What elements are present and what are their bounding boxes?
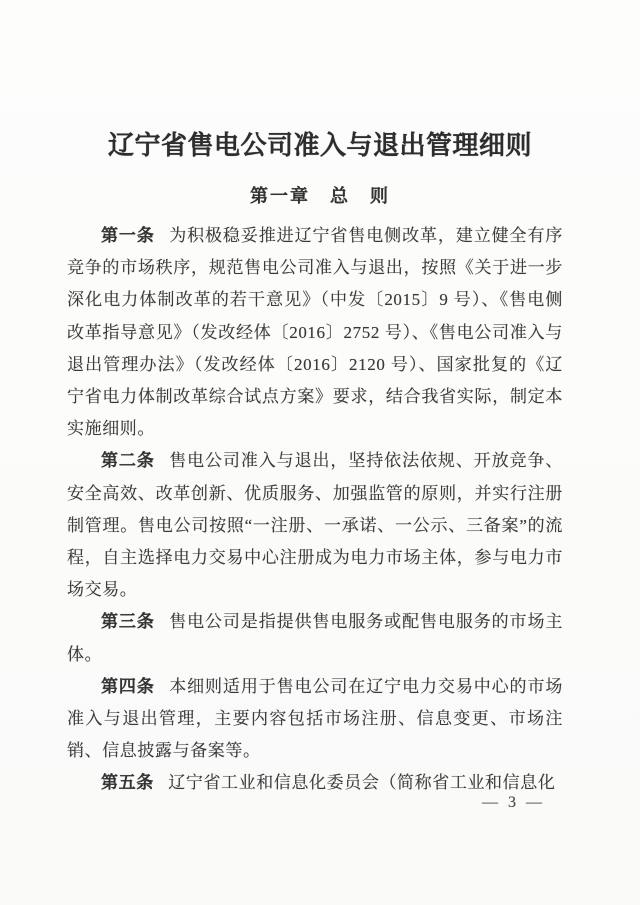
document-body xyxy=(0,220,640,800)
article-3-text: 售电公司是指提供售电服务或配售电服务的市场主体。 xyxy=(67,612,563,664)
article-2-paragraph xyxy=(67,445,563,606)
article-3-label: 第三条 xyxy=(101,612,155,632)
article-1-label: 第一条 xyxy=(101,226,155,245)
article-3-paragraph xyxy=(67,606,563,670)
chapter-heading: 第一章 总 则 xyxy=(250,186,390,206)
article-1-paragraph xyxy=(67,220,563,445)
article-1-text: 为积极稳妥推进辽宁省售电侧改革，建立健全有序竞争的市场秩序，规范售电公司准入与退出，按照《关于进一步深化电力体制改革的若干意见》（中发〔2015〕9 号）、《售电侧改革指导意见》（发改经体〔2016〕2752 号）、《售电公司准入与退出管理办法》（发改经体〔2016〕2120 号）、国家批复的《辽宁省电力体制改革综合试点方案》要求，结合我省实际，制定本实施细则。 xyxy=(67,226,563,439)
page-number: — 3 — xyxy=(482,794,545,811)
article-4-paragraph xyxy=(67,671,563,768)
article-2-label: 第二条 xyxy=(101,451,155,471)
article-5-label: 第五条 xyxy=(101,773,154,793)
article-2-text: 售电公司准入与退出，坚持依法依规、开放竞争、安全高效、改革创新、优质服务、加强监管的原则，并实行注册制管理。售电公司按照“一注册、一承诺、一公示、三备案”的流程，自主选择电力交易中心注册成为电力市场主体，参与电力市场交易。 xyxy=(67,451,563,600)
document-title: 辽宁省售电公司准入与退出管理细则 xyxy=(107,131,532,160)
article-4-label: 第四条 xyxy=(101,676,155,696)
article-4-text: 本细则适用于售电公司在辽宁电力交易中心的市场准入与退出管理，主要内容包括市场注册、信息变更、市场注销、信息披露与备案等。 xyxy=(67,676,563,761)
article-5-text: 辽宁省工业和信息化委员会（简称省工业和信息化 xyxy=(168,773,556,793)
